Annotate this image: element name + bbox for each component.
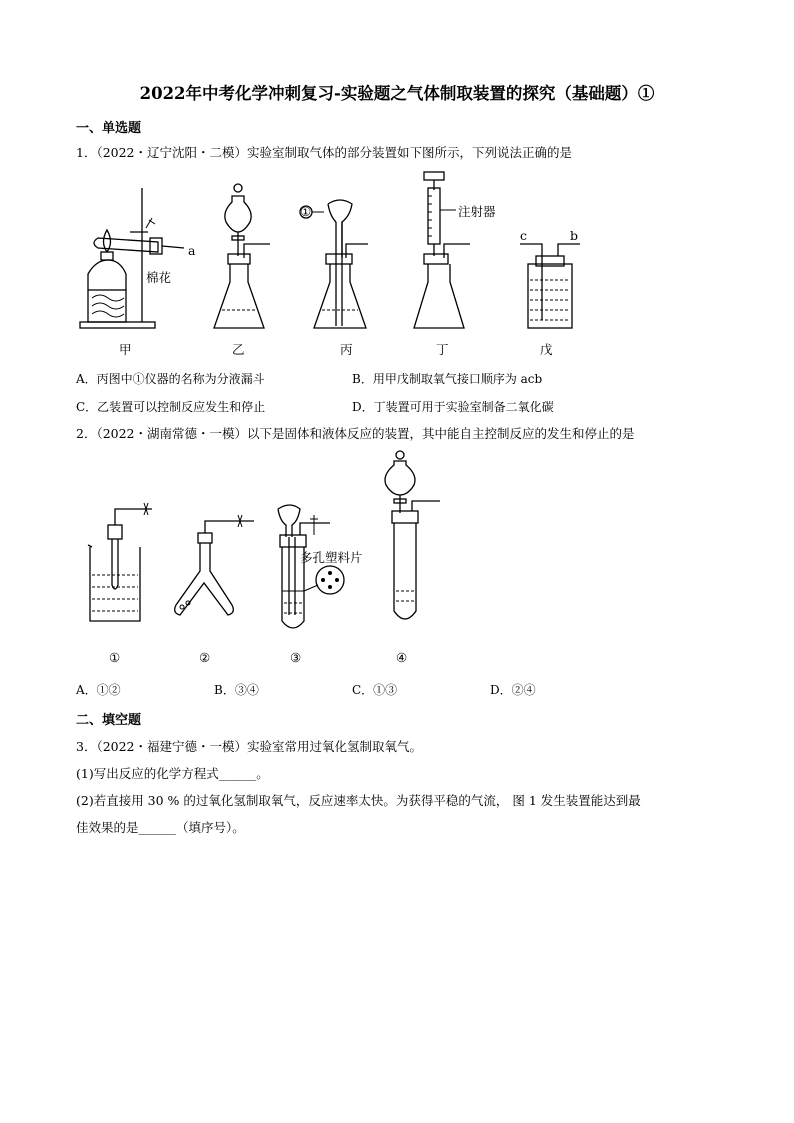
apparatus-wu: [520, 244, 580, 328]
apparatus-3: [278, 505, 344, 628]
q2-option-b[interactable]: B．③④: [214, 683, 259, 697]
apparatus-4: [385, 451, 440, 619]
caption-4: ④: [396, 650, 408, 665]
question-3-part-1: (1)写出反应的化学方程式______。: [76, 766, 269, 781]
q2-apparatus-figure: [0, 445, 794, 645]
label-b: b: [570, 228, 579, 243]
apparatus-1: [88, 503, 152, 621]
caption-yi: 乙: [232, 342, 245, 357]
q2-option-d[interactable]: D．②④: [490, 683, 536, 697]
apparatus-yi: [214, 184, 270, 328]
apparatus-2: [175, 515, 254, 615]
page-title: 2022年中考化学冲刺复习-实验题之气体制取装置的探究（基础题）①: [139, 84, 655, 103]
label-syringe: 注射器: [458, 204, 496, 219]
q1-option-c[interactable]: C．乙装置可以控制反应发生和停止: [76, 400, 266, 414]
caption-bing: 丙: [340, 342, 353, 357]
section-single-choice: 一、单选题: [76, 121, 142, 136]
question-3-part-2-line-1: (2)若直接用 30 % 的过氧化氢制取氧气，反应速率太快。为获得平稳的气流， 图 1 发生装置能达到最: [76, 793, 641, 808]
caption-ding: 丁: [436, 342, 449, 357]
caption-1: ①: [109, 650, 121, 665]
question-3-stem: 3．（2022・福建宁德・一模）实验室常用过氧化氢制取氧气。: [76, 739, 423, 754]
q2-option-a[interactable]: A．①②: [76, 683, 121, 697]
caption-jia: 甲: [119, 342, 132, 357]
apparatus-jia: [80, 188, 184, 328]
label-porous-plate: 多孔塑料片: [300, 550, 363, 565]
section-fill-blank: 二、填空题: [76, 713, 142, 728]
apparatus-bing: [300, 200, 368, 328]
label-cotton: 棉花: [146, 270, 172, 285]
question-3-part-2-line-2: 佳效果的是______（填序号）。: [76, 820, 245, 835]
question-1-stem: 1．（2022・辽宁沈阳・二模）实验室制取气体的部分装置如下图所示，下列说法正确的是: [76, 145, 573, 160]
caption-wu: 戊: [540, 342, 553, 357]
question-2-stem: 2．（2022・湖南常德・一模）以下是固体和液体反应的装置，其中能自主控制反应的发生和停止的是: [76, 426, 635, 441]
caption-2: ②: [199, 650, 211, 665]
q1-apparatus-figure: [0, 160, 794, 360]
q2-option-c[interactable]: C．①③: [352, 683, 398, 697]
label-c: c: [520, 228, 528, 243]
label-circle-1: ①: [300, 204, 312, 219]
q1-option-d[interactable]: D．丁装置可用于实验室制备二氧化碳: [352, 400, 554, 414]
label-a: a: [188, 243, 196, 258]
apparatus-ding: [414, 172, 470, 328]
caption-3: ③: [290, 650, 302, 665]
q1-option-b[interactable]: B．用甲戊制取氧气接口顺序为 acb: [352, 372, 543, 386]
q1-option-a[interactable]: A．丙图中①仪器的名称为分液漏斗: [76, 372, 265, 386]
